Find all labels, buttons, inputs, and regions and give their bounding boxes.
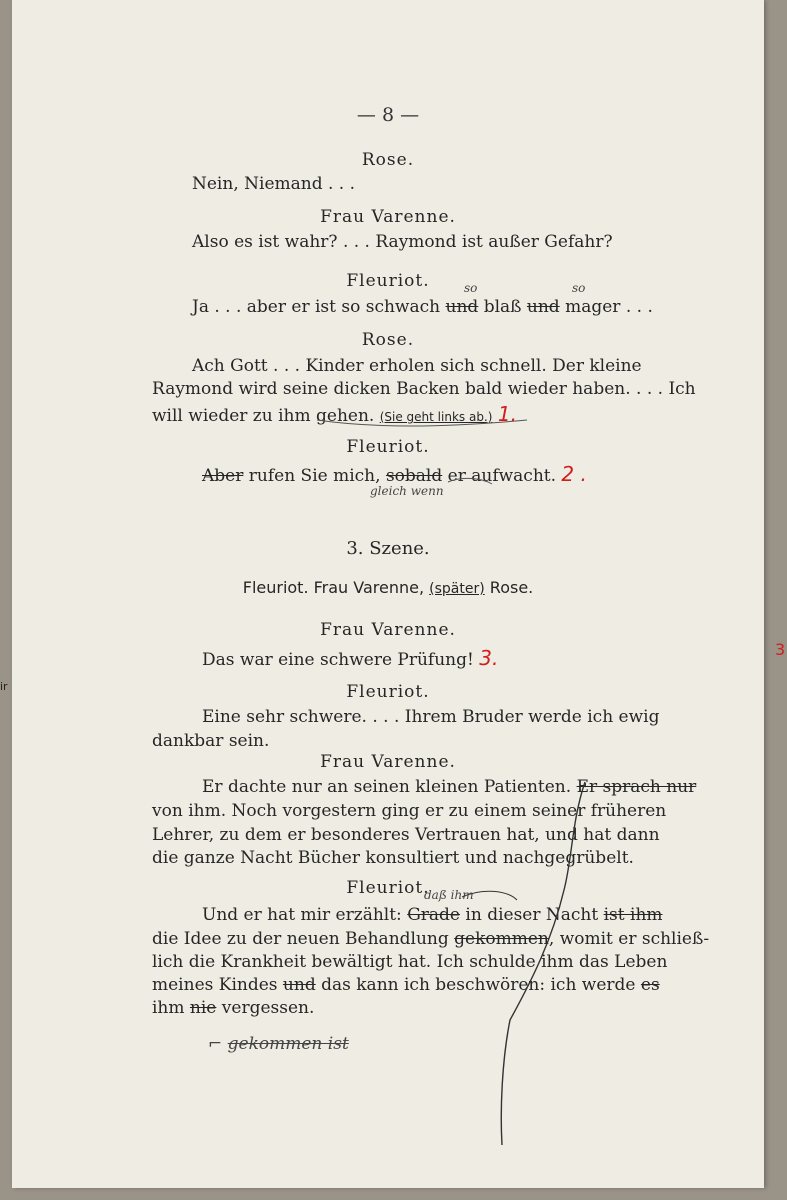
- struck-word: Aber: [202, 466, 244, 486]
- struck-word: ist ihm: [603, 905, 663, 925]
- page-number: — 8 —: [356, 104, 420, 126]
- struck-word: sobald: [385, 466, 443, 486]
- cast-later: (später): [429, 581, 485, 597]
- text-segment: Er dachte nur an seinen kleinen Patienten.: [202, 777, 572, 797]
- red-mark: 3.: [479, 646, 499, 670]
- struck-phrase: Er sprach nur: [576, 777, 697, 797]
- struck-word: es: [640, 975, 660, 995]
- speaker-rose: Rose.: [361, 150, 415, 170]
- text-segment: ihm: [152, 998, 185, 1018]
- speaker-fleuriot: Fleuriot.: [346, 878, 430, 898]
- text-segment: meines Kindes: [152, 975, 278, 995]
- struck-word: und: [526, 297, 560, 317]
- scene-title: 3. Szene.: [346, 538, 430, 559]
- text-segment: die Idee zu der neuen Behandlung: [152, 929, 449, 949]
- red-mark: 2 .: [561, 462, 587, 486]
- text-segment: Das war eine schwere Prüfung!: [202, 650, 474, 670]
- pen-marks-overlay: [12, 0, 764, 1188]
- speaker-rose: Rose.: [361, 330, 415, 350]
- text-segment: Und er hat mir erzählt:: [202, 905, 402, 925]
- struck-word: nie: [189, 998, 217, 1018]
- text-segment: das kann ich beschwören: ich werde: [321, 975, 636, 995]
- speaker-fleuriot: Fleuriot.: [346, 437, 430, 457]
- handwritten-insert: so: [464, 281, 478, 295]
- dialogue-line: Ach Gott . . . Kinder erholen sich schnell. Der kleine: [192, 356, 642, 376]
- text-segment: er aufwacht.: [447, 466, 556, 486]
- dialogue-line: von ihm. Noch vorgestern ging er zu einem seiner früheren: [152, 801, 667, 821]
- text-segment: vergessen.: [221, 998, 315, 1018]
- margin-fragment-red: 3: [775, 640, 786, 659]
- text-segment: blaß: [483, 297, 522, 317]
- handwritten-insert: daß ihm: [424, 888, 474, 902]
- dialogue-line: Raymond wird seine dicken Backen bald wieder haben. . . . Ich: [152, 379, 696, 399]
- footnote-bracket: ⌐: [208, 1034, 228, 1054]
- struck-word: und: [445, 297, 479, 317]
- speaker-fleuriot: Fleuriot.: [346, 682, 430, 702]
- dialogue-line: Also es ist wahr? . . . Raymond ist außer Gefahr?: [192, 232, 613, 252]
- text-segment: , womit er schließ-: [548, 929, 710, 949]
- handwritten-insert: gleich wenn: [370, 484, 444, 498]
- handwritten-insert: so: [572, 281, 586, 295]
- red-mark: 1.: [497, 402, 517, 426]
- struck-word: Grade: [407, 905, 460, 925]
- dialogue-line: die ganze Nacht Bücher konsultiert und nachgegrübelt.: [152, 848, 634, 868]
- speaker-frau-varenne: Frau Varenne.: [320, 752, 456, 772]
- dialogue-line: Eine sehr schwere. . . . Ihrem Bruder werde ich ewig: [202, 707, 660, 727]
- document-page: [12, 0, 764, 1188]
- dialogue-line: lich die Krankheit bewältigt hat. Ich schulde ihm das Leben: [152, 952, 668, 972]
- stage-direction: (Sie geht links ab.): [379, 410, 493, 424]
- text-segment: rufen Sie mich,: [248, 466, 381, 486]
- speaker-frau-varenne: Frau Varenne.: [320, 620, 456, 640]
- cast-names: Fleuriot. Frau Varenne,: [242, 578, 425, 597]
- text-segment: mager . . .: [565, 297, 653, 317]
- speaker-frau-varenne: Frau Varenne.: [320, 207, 456, 227]
- dialogue-line: dankbar sein.: [152, 731, 270, 751]
- dialogue-line: Nein, Niemand . . .: [192, 174, 356, 194]
- text-segment: in dieser Nacht: [465, 905, 599, 925]
- text-segment: Ja . . . aber er ist so schwach: [192, 297, 441, 317]
- dialogue-line: Lehrer, zu dem er besonderes Vertrauen hat, und hat dann: [152, 825, 660, 845]
- speaker-fleuriot: Fleuriot.: [346, 271, 430, 291]
- struck-footnote: gekommen ist: [227, 1034, 349, 1054]
- struck-word: gekommen: [454, 929, 549, 949]
- margin-fragment: ir: [0, 680, 8, 693]
- text-segment: will wieder zu ihm gehen.: [152, 406, 375, 426]
- struck-word: und: [282, 975, 316, 995]
- cast-names: Rose.: [489, 578, 534, 597]
